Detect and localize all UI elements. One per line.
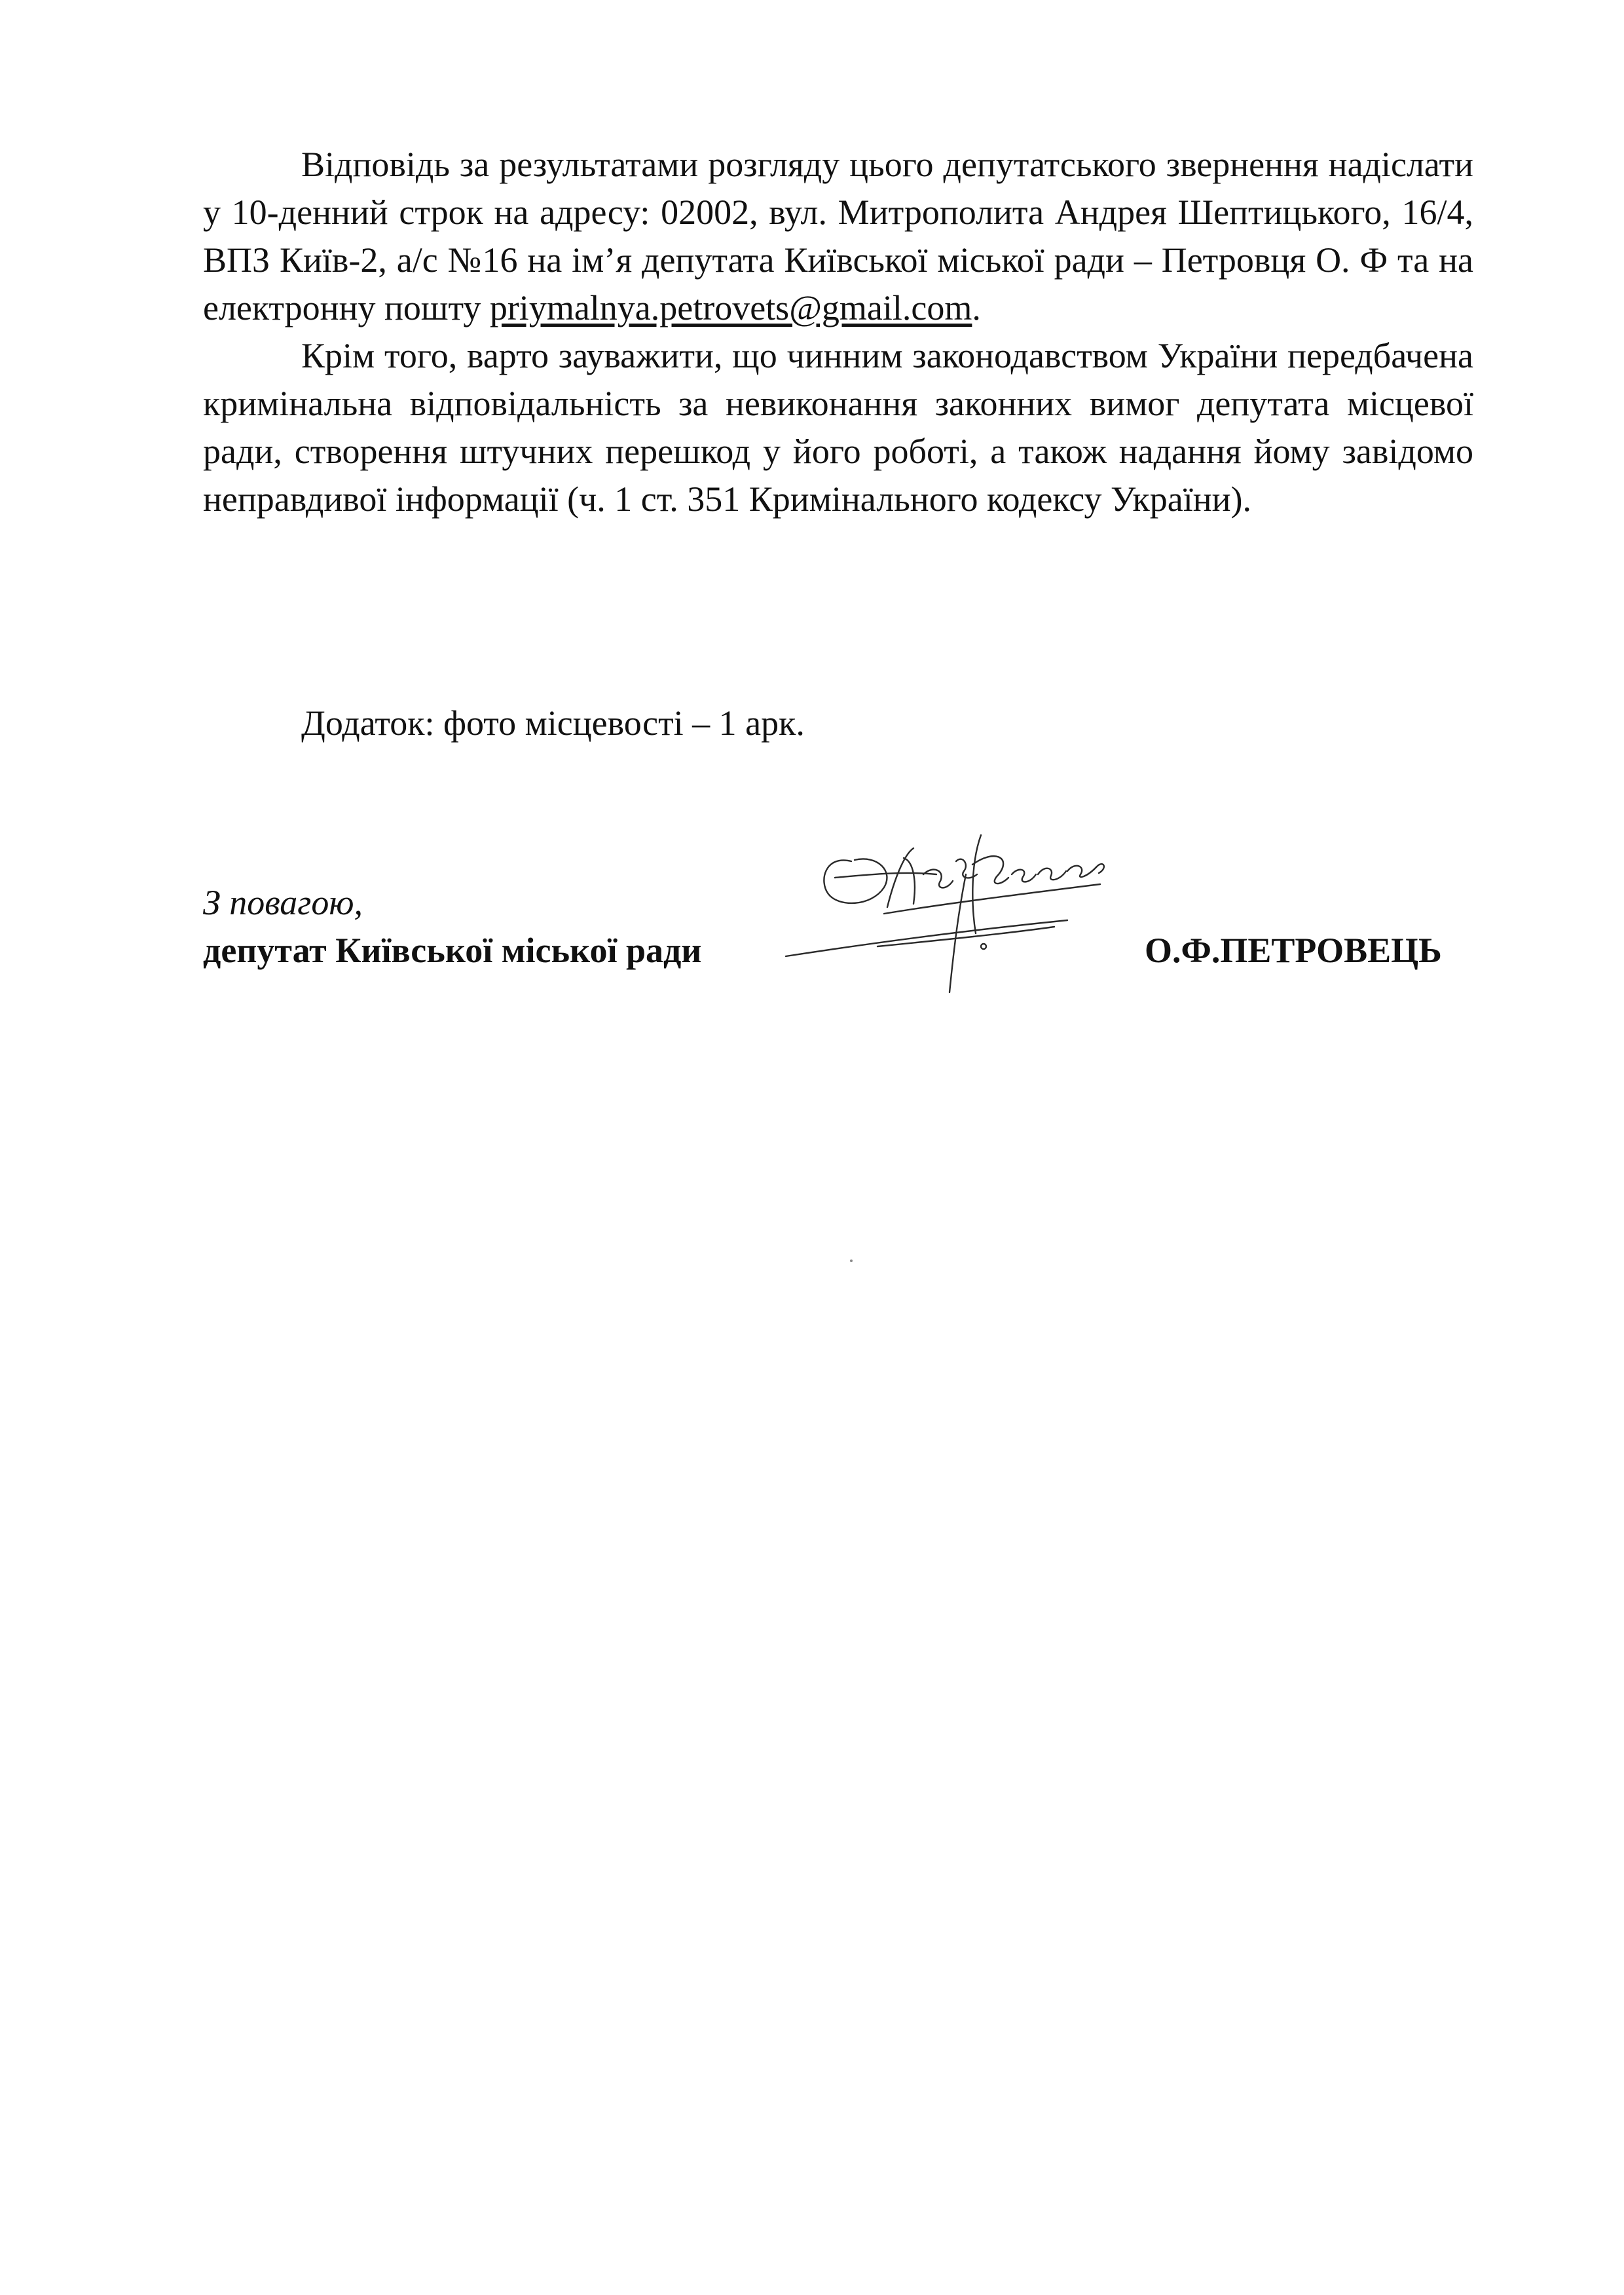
closing-greeting: З повагою, [203,883,363,922]
signer-position: депутат Київської міської ради [203,931,702,970]
handwritten-signature [773,809,1139,1025]
paragraph-response-text: Відповідь за результатами розгляду цього депутатського звернення надіслати у 10-денний строк на адресу: 02002, вул. Митрополита Андрея Шептицького, 16/4, ВПЗ Київ-2, а/с №16 на ім’я депутата Київської міської ради – Петровця О. Ф та на електронну пошту [203,145,1473,327]
email-link[interactable]: priymalnya.petrovets@gmail.com [489,288,972,327]
scan-speck [850,1259,853,1262]
paragraph-legal-notice: Крім того, варто зауважити, що чинним законодавством України передбачена кримінальна відповідальність за невиконання законних вимог депутата місцевої ради, створення штучних перешкод у його роботі, а також надання йому завідомо неправдивої інформації (ч. 1 ст. 351 Кримінального кодексу України). [203,336,1473,519]
attachment-line: Додаток: фото місцевості – 1 арк. [301,703,805,743]
letter-body [203,141,1473,523]
signer-name: О.Ф.ПЕТРОВЕЦЬ [1145,931,1442,970]
paragraph-response-end: . [972,288,981,327]
closing-block [203,879,701,975]
paragraph-response-request [203,141,1473,332]
